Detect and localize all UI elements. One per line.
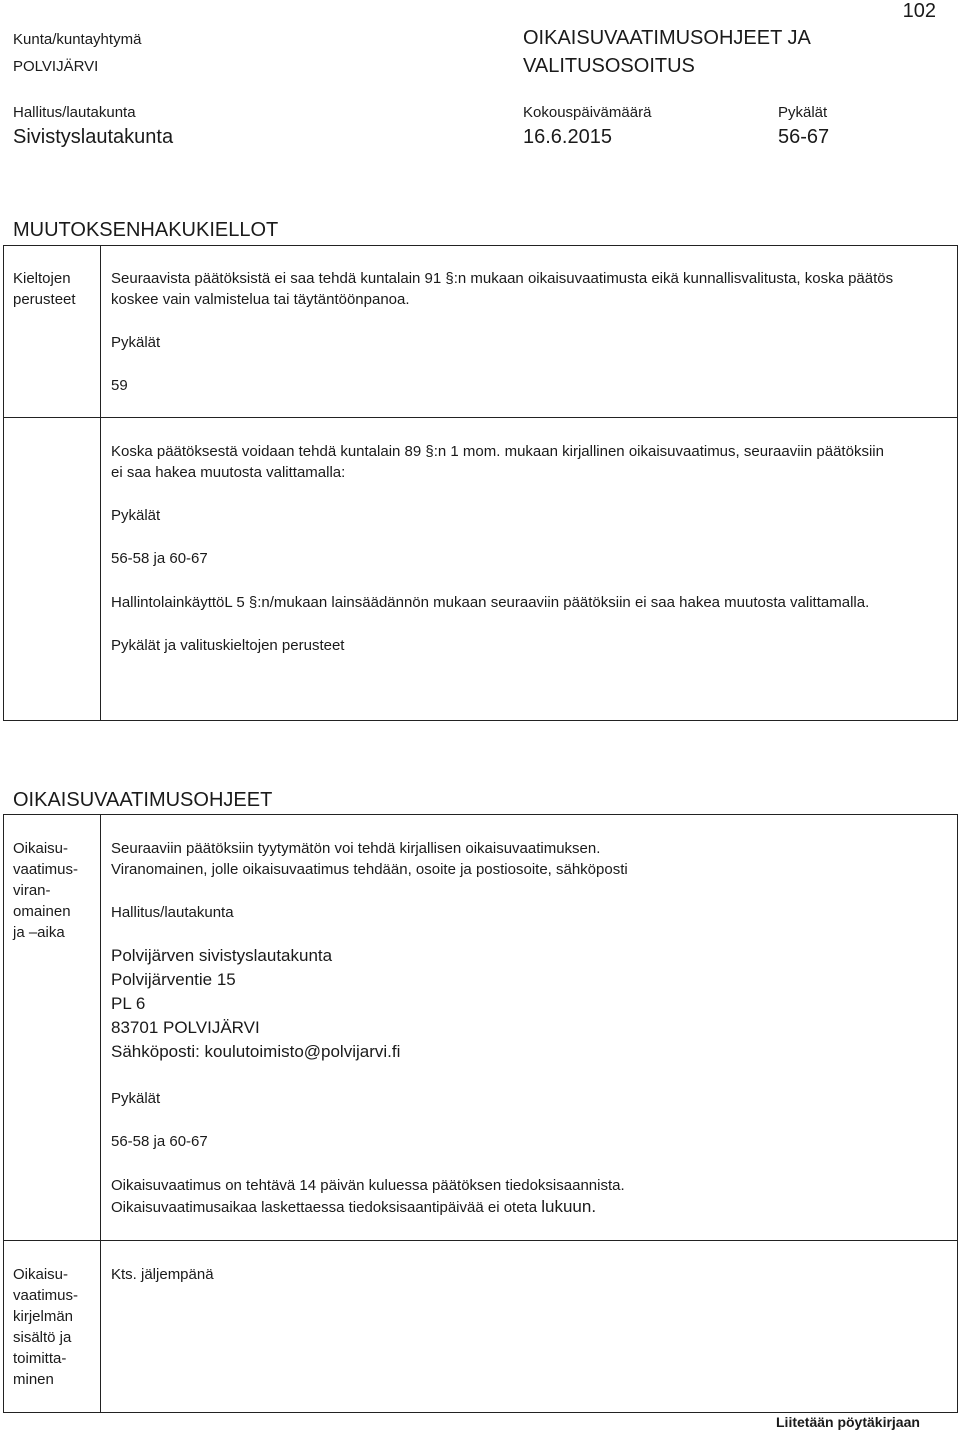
hallintolaki-text: HallintolainkäyttöL 5 §:n/mukaan lainsäädännön mukaan seuraaviin päätöksiin ei saa hakea muutosta valittamalla. bbox=[111, 594, 870, 611]
text-line: ei saa hakea muutosta valittamalla: bbox=[111, 464, 346, 481]
label-line: vaatimus- bbox=[13, 1287, 79, 1304]
appeal-ban-divider-vertical bbox=[100, 245, 101, 721]
page-number: 102 bbox=[902, 0, 936, 22]
appeal-ban-sections-label-2: Pykälät bbox=[111, 507, 161, 524]
municipality-label: Kunta/kuntayhtymä bbox=[13, 31, 142, 48]
appeal-ban-sections-1: 59 bbox=[111, 377, 128, 394]
appeal-ban-title: MUUTOKSENHAKUKIELLOT bbox=[13, 219, 279, 241]
rectification-sections: 56-58 ja 60-67 bbox=[111, 1133, 208, 1150]
address-line: Polvijärven sivistyslautakunta bbox=[111, 946, 333, 965]
appeal-ban-text-1 bbox=[111, 268, 893, 310]
rectification-title: OIKAISUVAATIMUSOHJEET bbox=[13, 789, 273, 811]
document-title-line2: VALITUSOSOITUS bbox=[523, 55, 695, 77]
text-segment: Oikaisuvaatimusaikaa laskettaessa tiedoksisaantipäivää ei oteta bbox=[111, 1199, 542, 1216]
email-line: Sähköposti: koulutoimisto@polvijarvi.fi bbox=[111, 1042, 401, 1061]
appeal-ban-text-2 bbox=[111, 441, 884, 483]
appeal-ban-divider-horizontal bbox=[3, 417, 958, 418]
address-line: Polvijärventie 15 bbox=[111, 970, 236, 989]
address-line: PL 6 bbox=[111, 994, 146, 1013]
label-line: omainen bbox=[13, 903, 71, 920]
rectification-divider-vertical bbox=[100, 814, 101, 1413]
rectification-divider-horizontal bbox=[3, 1240, 958, 1241]
label-line: ja –aika bbox=[13, 924, 65, 941]
appeal-ban-sections-label-1: Pykälät bbox=[111, 334, 161, 351]
authority-address bbox=[111, 944, 400, 1064]
label-line: Oikaisu- bbox=[13, 1266, 69, 1283]
rectification-intro bbox=[111, 838, 628, 880]
address-line: 83701 POLVIJÄRVI bbox=[111, 1018, 260, 1037]
meeting-date: 16.6.2015 bbox=[523, 126, 612, 148]
text-segment: lukuun. bbox=[541, 1197, 597, 1216]
label-line: kirjelmän bbox=[13, 1308, 74, 1325]
text-line: Oikaisuvaatimus on tehtävä 14 päivän kuluessa päätöksen tiedoksisaannista. bbox=[111, 1177, 625, 1194]
document-title-line1: OIKAISUVAATIMUSOHJEET JA bbox=[523, 27, 811, 49]
label-line: viran- bbox=[13, 882, 51, 899]
label-line: minen bbox=[13, 1371, 54, 1388]
rectification-content-label bbox=[13, 1264, 78, 1390]
appeal-ban-grounds-label bbox=[13, 268, 76, 310]
text-line: Koska päätöksestä voidaan tehdä kuntalain 89 §:n 1 mom. mukaan kirjallinen oikaisuvaatimus, seuraaviin päätöksiin bbox=[111, 443, 884, 460]
board-name: Sivistyslautakunta bbox=[13, 126, 174, 148]
text-line: Seuraavista päätöksistä ei saa tehdä kuntalain 91 §:n mukaan oikaisuvaatimusta eikä kunnallisvalitusta, koska päätös bbox=[111, 270, 894, 287]
label-line: toimitta- bbox=[13, 1350, 67, 1367]
municipality: POLVIJÄRVI bbox=[13, 58, 99, 75]
rectification-sections-label: Pykälät bbox=[111, 1090, 161, 1107]
sections-range: 56-67 bbox=[778, 126, 830, 148]
label-line: Kieltojen bbox=[13, 270, 71, 287]
text-line: koskee vain valmistelua tai täytäntöönpanoa. bbox=[111, 291, 410, 308]
label-line: Oikaisu- bbox=[13, 840, 69, 857]
text-line: Seuraaviin päätöksiin tyytymätön voi tehdä kirjallisen oikaisuvaatimuksen. bbox=[111, 840, 601, 857]
text-line: Viranomainen, jolle oikaisuvaatimus tehdään, osoite ja postiosoite, sähköposti bbox=[111, 861, 628, 878]
appeal-ban-sections-2: 56-58 ja 60-67 bbox=[111, 550, 208, 567]
rectification-deadline bbox=[111, 1175, 625, 1218]
footer-note: Liitetään pöytäkirjaan bbox=[776, 1414, 920, 1430]
label-line: perusteet bbox=[13, 291, 76, 308]
sections-label: Pykälät bbox=[778, 104, 828, 121]
sections-and-grounds: Pykälät ja valituskieltojen perusteet bbox=[111, 637, 345, 654]
rectification-content-text: Kts. jäljempänä bbox=[111, 1266, 214, 1283]
board-label: Hallitus/lautakunta bbox=[13, 104, 136, 121]
meeting-date-label: Kokouspäivämäärä bbox=[523, 104, 652, 121]
text-line bbox=[111, 1196, 625, 1218]
label-line: sisältö ja bbox=[13, 1329, 72, 1346]
rectification-board-label: Hallitus/lautakunta bbox=[111, 904, 234, 921]
label-line: vaatimus- bbox=[13, 861, 79, 878]
rectification-authority-label bbox=[13, 838, 78, 943]
